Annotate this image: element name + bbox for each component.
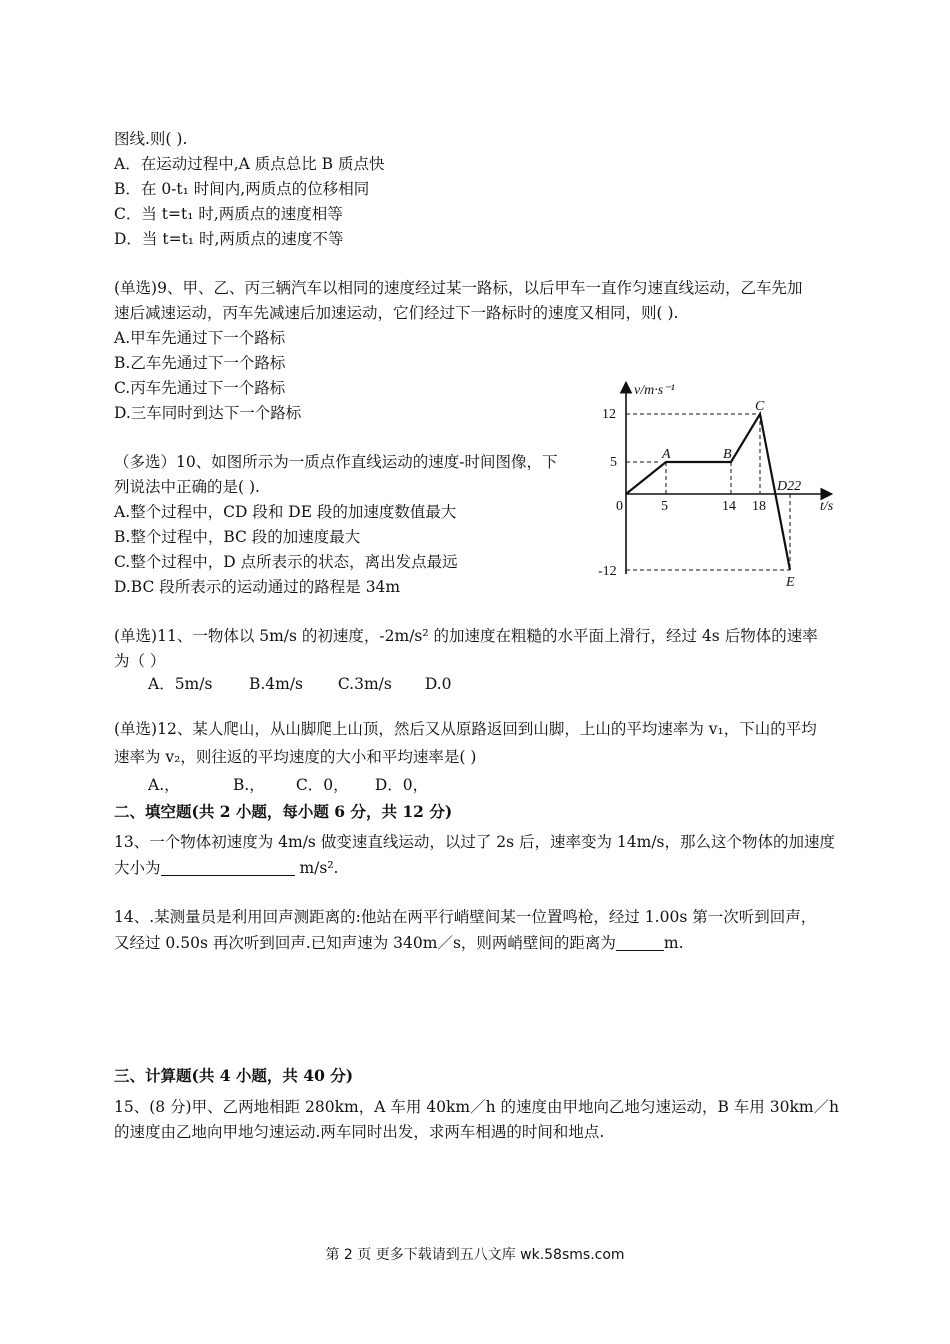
q13-suffix: m/s².	[294, 859, 339, 877]
q13-stem-line1: 13、一个物体初速度为 4m/s 做变速直线运动，以过了 2s 后，速率变为 14m/s，那么这个物体的加速度	[114, 833, 836, 851]
q13-prefix: 大小为	[114, 859, 161, 877]
y-tick-neg12: -12	[598, 564, 617, 579]
point-label-c: C	[755, 399, 765, 414]
q12-options	[148, 774, 428, 796]
x-tick-14: 14	[722, 499, 736, 514]
q12-option-b: B.，	[232, 776, 265, 794]
q8-option-b: B．在 0-t₁ 时间内,两质点的位移相同	[114, 180, 370, 198]
q13-answer-blank[interactable]	[161, 859, 295, 876]
y-tick-12: 12	[602, 407, 616, 422]
q9-option-b: B.乙车先通过下一个路标	[114, 354, 286, 372]
q14-stem-line2	[114, 932, 684, 954]
q11-stem-line2: 为（ ）	[114, 652, 166, 670]
q14-answer-blank[interactable]	[616, 934, 664, 951]
q10-option-c: C.整个过程中，D 点所表示的状态，离出发点最远	[114, 553, 458, 571]
y-tick-5: 5	[610, 455, 617, 470]
q8-option-c: C．当 t=t₁ 时,两质点的速度相等	[114, 205, 343, 223]
section-3-heading: 三、计算题(共 4 小题，共 40 分)	[114, 1066, 354, 1085]
q11-option-d: D.0	[424, 675, 452, 693]
q12-option-a: A.，	[148, 776, 180, 794]
point-label-a: A	[662, 447, 671, 462]
q11-options	[148, 673, 451, 695]
q10-stem-line2: 列说法中正确的是( ).	[114, 478, 260, 496]
q15-stem-line2: 的速度由乙地向甲地匀速运动.两车同时出发，求两车相遇的时间和地点.	[114, 1123, 605, 1141]
q12-stem-line1: (单选)12、某人爬山，从山脚爬上山顶，然后又从原路返回到山脚，上山的平均速率为 v₁，下山的平均	[114, 720, 817, 738]
q9-option-a: A.甲车先通过下一个路标	[114, 329, 286, 347]
q11-option-c: C.3m/s	[337, 675, 392, 693]
q10-stem-line1: （多选）10、如图所示为一质点作直线运动的速度-时间图像，下	[114, 453, 558, 471]
q8-tail: 图线.则( ).	[114, 130, 188, 148]
point-label-e: E	[786, 575, 795, 590]
q10-option-d: D.BC 段所表示的运动通过的路程是 34m	[114, 578, 401, 596]
q12-stem-line2: 速率为 v₂，则往返的平均速度的大小和平均速率是( )	[114, 748, 477, 766]
q14-suffix: m.	[663, 934, 684, 952]
q9-stem-line2: 速后减速运动，丙车先减速后加速运动，它们经过下一路标时的速度又相同，则( ).	[114, 304, 679, 322]
velocity-time-graph	[598, 378, 844, 592]
q10-option-b: B.整个过程中，BC 段的加速度最大	[114, 528, 361, 546]
q9-option-d: D.三车同时到达下一个路标	[114, 404, 302, 422]
page-footer: 第 2 页 更多下载请到五八文库 wk.58sms.com	[325, 1247, 625, 1263]
q8-option-a: A．在运动过程中,A 质点总比 B 质点快	[114, 155, 385, 173]
velocity-series-line	[626, 414, 790, 570]
x-tick-5: 5	[661, 499, 668, 514]
section-2-heading: 二、填空题(共 2 小题，每小题 6 分，共 12 分)	[114, 802, 453, 821]
q11-option-b: B.4m/s	[248, 675, 303, 693]
x-axis-label: t/s	[820, 499, 834, 514]
q12-option-d: D．0，	[374, 776, 429, 794]
q10-option-a: A.整个过程中，CD 段和 DE 段的加速度数值最大	[114, 503, 457, 521]
q14-stem-line1: 14、.某测量员是利用回声测距离的:他站在两平行峭壁间某一位置鸣枪，经过 1.00s 第一次听到回声，	[114, 908, 817, 926]
q13-stem-line2	[114, 857, 338, 879]
point-label-b: B	[723, 447, 732, 462]
y-axis-label: v/m·s⁻¹	[634, 383, 675, 398]
q11-option-a: A．5m/s	[148, 675, 213, 693]
q14-prefix: 又经过 0.50s 再次听到回声.已知声速为 340m／s，则两峭壁间的距离为	[114, 934, 616, 952]
x-tick-18: 18	[752, 499, 766, 514]
x-tick-0: 0	[616, 499, 623, 514]
q12-option-c: C．0，	[295, 776, 349, 794]
q15-stem-line1: 15、(8 分)甲、乙两地相距 280km，A 车用 40km／h 的速度由甲地向乙地匀速运动，B 车用 30km／h	[114, 1098, 840, 1116]
q8-option-d: D．当 t=t₁ 时,两质点的速度不等	[114, 230, 344, 248]
q11-stem-line1: (单选)11、一物体以 5m/s 的初速度，-2m/s² 的加速度在粗糙的水平面上滑行，经过 4s 后物体的速率	[114, 627, 818, 645]
q9-option-c: C.丙车先通过下一个路标	[114, 379, 286, 397]
point-label-d22: D22	[777, 479, 802, 494]
q9-stem-line1: (单选)9、甲、乙、丙三辆汽车以相同的速度经过某一路标，以后甲车一直作匀速直线运动，乙车先加	[114, 279, 803, 297]
